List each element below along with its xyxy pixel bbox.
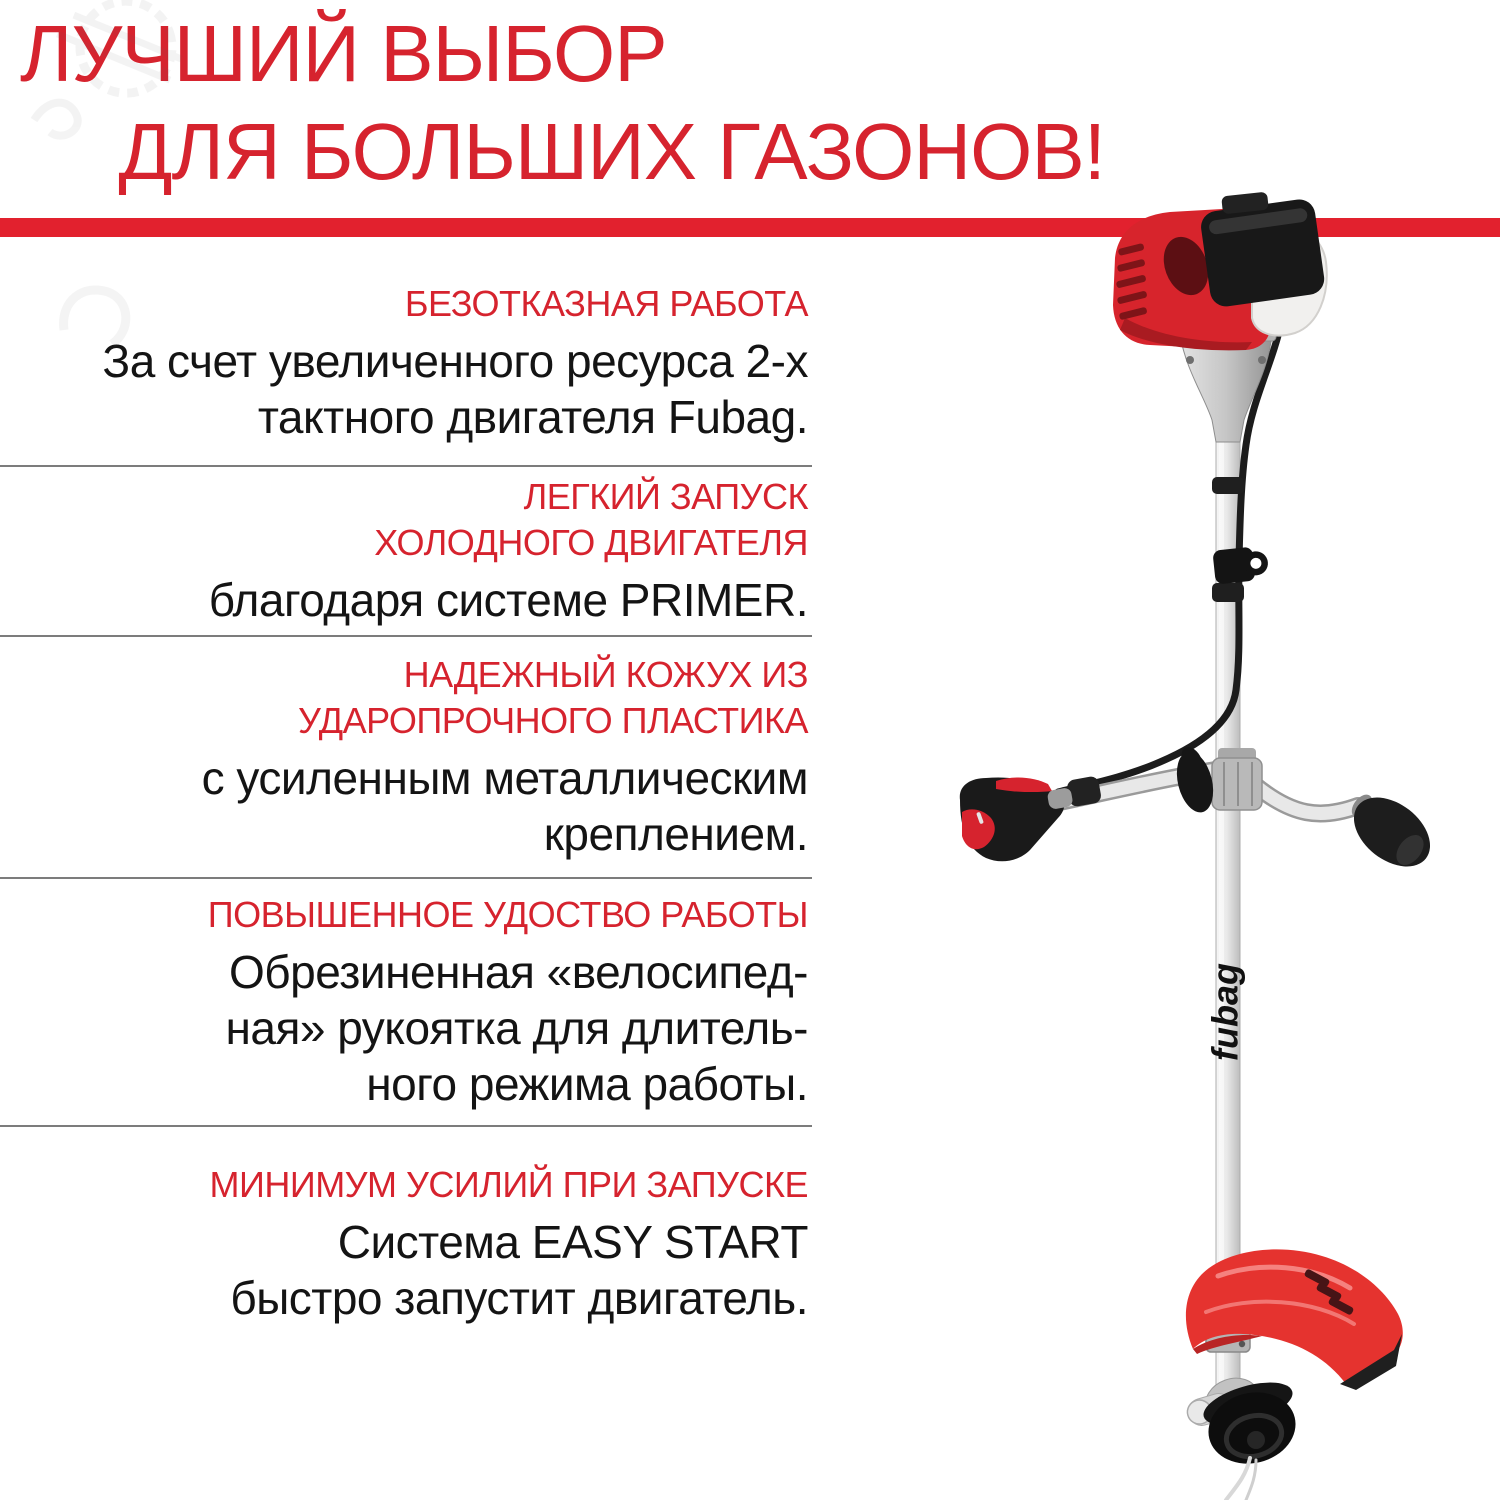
feature-body-line: ного режима работы. (366, 1058, 808, 1110)
feature-body-line: благодаря системе PRIMER. (208, 574, 808, 626)
throttle-trigger-top (996, 777, 1052, 792)
feature-body-line: с усиленным металлическим (201, 752, 808, 804)
watermark (34, 0, 187, 344)
feature-heading-line: ПОВЫШЕННОЕ УДОСТВО РАБОТЫ (207, 894, 808, 935)
feature-body-line: ная» рукоятка для длитель- (225, 1002, 808, 1054)
handlebar-clamp (1212, 748, 1262, 810)
feature-body-line: быстро запустит двигатель. (230, 1271, 808, 1324)
feature-body-line: За счет увеличенного ресурса 2-х (102, 334, 808, 387)
feature-body-line: тактного двигателя Fubag. (257, 390, 808, 443)
trimmer-line (1226, 1458, 1250, 1500)
headline-line-2: ДЛЯ БОЛЬШИХ ГАЗОНОВ! (118, 107, 1105, 196)
throttle-grip (960, 777, 1074, 861)
feature-body-line: Система EASY START (337, 1215, 808, 1268)
feature-heading-line: ЛЕГКИЙ ЗАПУСК (523, 476, 808, 517)
feature-heading-line: НАДЕЖНЫЙ КОЖУХ ИЗ (403, 654, 808, 695)
handlebar (960, 743, 1443, 880)
feature-body-line: Обрезиненная «велосипед- (229, 946, 808, 998)
shaft-brand-text: fubag (1204, 963, 1246, 1061)
feature-heading-line: МИНИМУМ УСИЛИЙ ПРИ ЗАПУСКЕ (209, 1163, 808, 1205)
air-filter-box (1199, 197, 1326, 308)
shaft-hanger (1212, 545, 1270, 602)
feature-heading-line: БЕЗОТКАЗНАЯ РАБОТА (404, 282, 808, 324)
feature-heading-line: УДАРОПРОЧНОГО ПЛАСТИКА (297, 700, 808, 741)
feature-heading-line: ХОЛОДНОГО ДВИГАТЕЛЯ (374, 522, 808, 563)
trimmer-head (1184, 1371, 1303, 1500)
headline-line-1: ЛУЧШИЙ ВЫБОР (20, 9, 667, 98)
feature-body-line: креплением. (543, 808, 808, 860)
